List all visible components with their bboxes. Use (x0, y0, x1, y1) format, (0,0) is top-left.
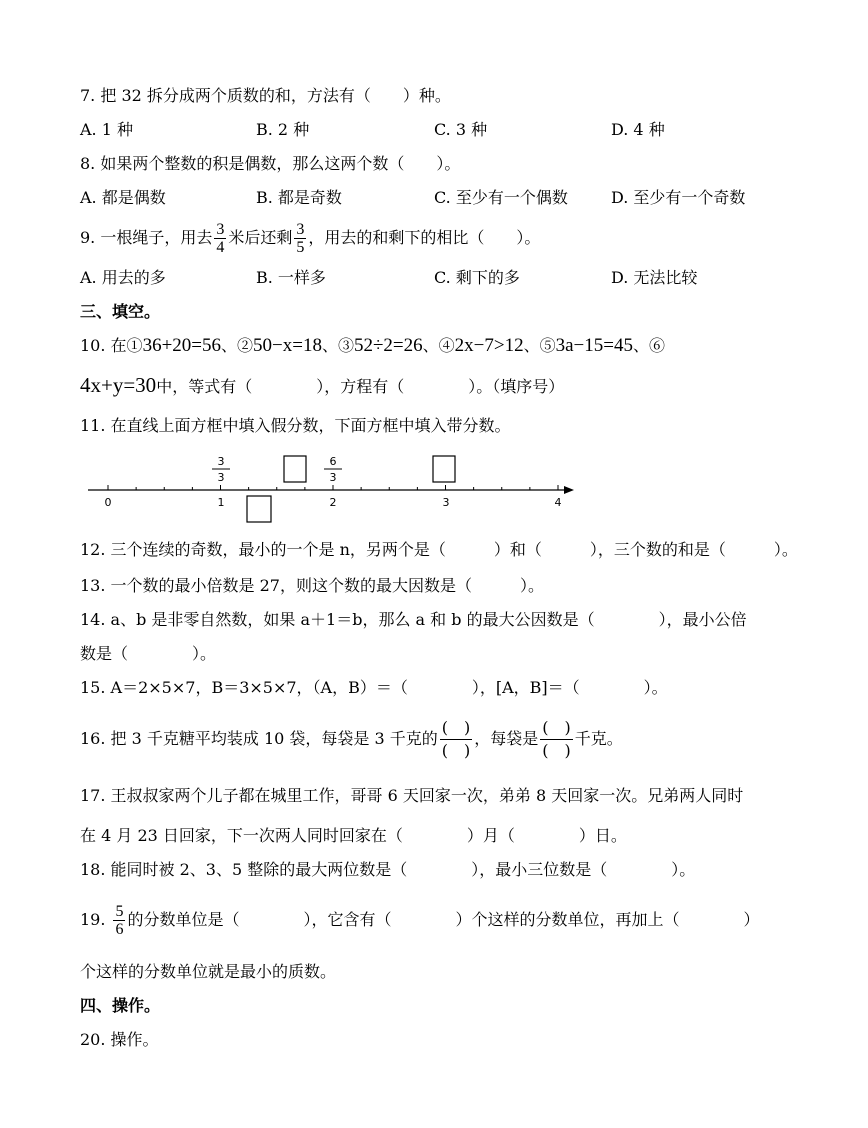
q9-option-a: A. 用去的多 (80, 268, 166, 287)
q9-option-c: C. 剩下的多 (434, 268, 520, 287)
q9-stem (80, 216, 540, 260)
q17-line1: 17. 王叔叔家两个儿子都在城里工作，哥哥 6 天回家一次，弟弟 8 天回家一次。兄弟两人同时 (80, 786, 744, 805)
q16-blank-fraction-2[interactable]: $\frac{( )}{( )}$ (542, 718, 571, 760)
section-3-heading: 三、填空。 (80, 302, 161, 321)
q10-expr-6: 4x+y=30 (80, 373, 157, 397)
svg-text:3: 3 (329, 471, 337, 484)
q10-expr-5: 3a−15=45 (555, 335, 633, 356)
q9-part2: 米后还剩 (228, 228, 293, 247)
q8-option-d: D. 至少有一个奇数 (611, 188, 746, 207)
q10-expr-2: 50−x=18 (253, 335, 322, 356)
q8-option-c: C. 至少有一个偶数 (434, 188, 568, 207)
q18-stem: 18. 能同时被 2、3、5 整除的最大两位数是（ ），最小三位数是（ ）。 (80, 860, 696, 879)
q7-option-b: B. 2 种 (256, 120, 310, 139)
q16-stem: 16. 把 3 千克糖平均装成 10 袋，每袋是 3 千克的 $\frac{( )}{( )}$ ，每袋是 $\frac{( )}{( )}$ 千克。 (80, 718, 623, 760)
answer-box-below[interactable] (247, 496, 271, 522)
q10-expr-4: 2x−7>12 (454, 335, 524, 356)
q9-part1: 9. 一根绳子，用去 (80, 228, 213, 247)
q19-fraction: $\frac{5}{6}$ (115, 903, 124, 938)
q8-option-b: B. 都是奇数 (256, 188, 342, 207)
q16-blank-fraction-1[interactable]: $\frac{( )}{( )}$ (441, 718, 471, 760)
q8-option-a: A. 都是偶数 (80, 188, 166, 207)
q10-expr-1: 36+20=56 (142, 335, 221, 356)
q20-stem: 20. 操作。 (80, 1030, 159, 1049)
fraction-label-b (324, 455, 342, 484)
number-line-ticks (108, 485, 558, 490)
answer-box-above-2[interactable] (433, 456, 455, 482)
q7-option-d: D. 4 种 (611, 120, 665, 139)
q11-stem: 11. 在直线上面方框中填入假分数，下面方框中填入带分数。 (80, 416, 511, 435)
q7-option-c: C. 3 种 (434, 120, 488, 139)
q19-line2: 个这样的分数单位就是最小的质数。 (80, 962, 337, 981)
q9-part3: ，用去的和剩下的相比（ ）。 (308, 228, 541, 247)
svg-text:3: 3 (217, 471, 225, 484)
q10-line2: 4x+y=30中，等式有（ ），方程有（ ）。（填序号） (80, 373, 565, 397)
answer-box-above-1[interactable] (284, 456, 306, 482)
q10-expr-3: 52÷2=26 (353, 335, 423, 356)
svg-text:3: 3 (217, 455, 225, 468)
tick-label-1: 1 (217, 496, 225, 509)
tick-label-4: 4 (554, 496, 562, 509)
q19-line1: 19. $\frac{5}{6}$ 的分数单位是（ ），它含有（ ）个这样的分数单位，再加上（ ） (80, 903, 760, 938)
tick-labels (105, 496, 562, 509)
q8-stem: 8. 如果两个整数的积是偶数，那么这两个数（ ）。 (80, 154, 461, 173)
q9-option-b: B. 一样多 (256, 268, 326, 287)
q10-line1: 10. 在①36+20=56、②50−x=18、③52÷2=26、④2x−7>12、⑤3a−15=45、⑥ (80, 335, 665, 356)
arrow-icon (564, 486, 574, 494)
q15-stem: 15. A＝2×5×7，B＝3×5×7，（A，B）＝（ ），[A，B]＝（ ）。 (80, 678, 668, 697)
q9-fraction-used: $\frac{3}{4}$ (216, 221, 225, 256)
section-4-heading: 四、操作。 (80, 996, 161, 1015)
q13-stem: 13. 一个数的最小倍数是 27，则这个数的最大因数是（ ）。 (80, 576, 544, 595)
q14-line1: 14. a、b 是非零自然数，如果 a＋1＝b，那么 a 和 b 的最大公因数是（ ），最小公倍 (80, 610, 747, 629)
number-line-figure (80, 448, 580, 528)
fraction-label-a (212, 455, 230, 484)
number-line (88, 486, 574, 494)
tick-label-3: 3 (442, 496, 450, 509)
q9-fraction-left: $\frac{3}{5}$ (296, 221, 305, 256)
q7-stem: 7. 把 32 拆分成两个质数的和，方法有（ ）种。 (80, 86, 451, 105)
tick-label-2: 2 (329, 496, 337, 509)
q7-option-a: A. 1 种 (80, 120, 133, 139)
q17-line2: 在 4 月 23 日回家，下一次两人同时回家在（ ）月（ ）日。 (80, 826, 627, 845)
q9-option-d: D. 无法比较 (611, 268, 698, 287)
svg-text:6: 6 (329, 455, 337, 468)
tick-label-0: 0 (104, 496, 112, 509)
q12-stem: 12. 三个连续的奇数，最小的一个是 n，另两个是（ ）和（ ），三个数的和是（ ）。 (80, 540, 798, 559)
q14-line2: 数是（ ）。 (80, 644, 217, 663)
